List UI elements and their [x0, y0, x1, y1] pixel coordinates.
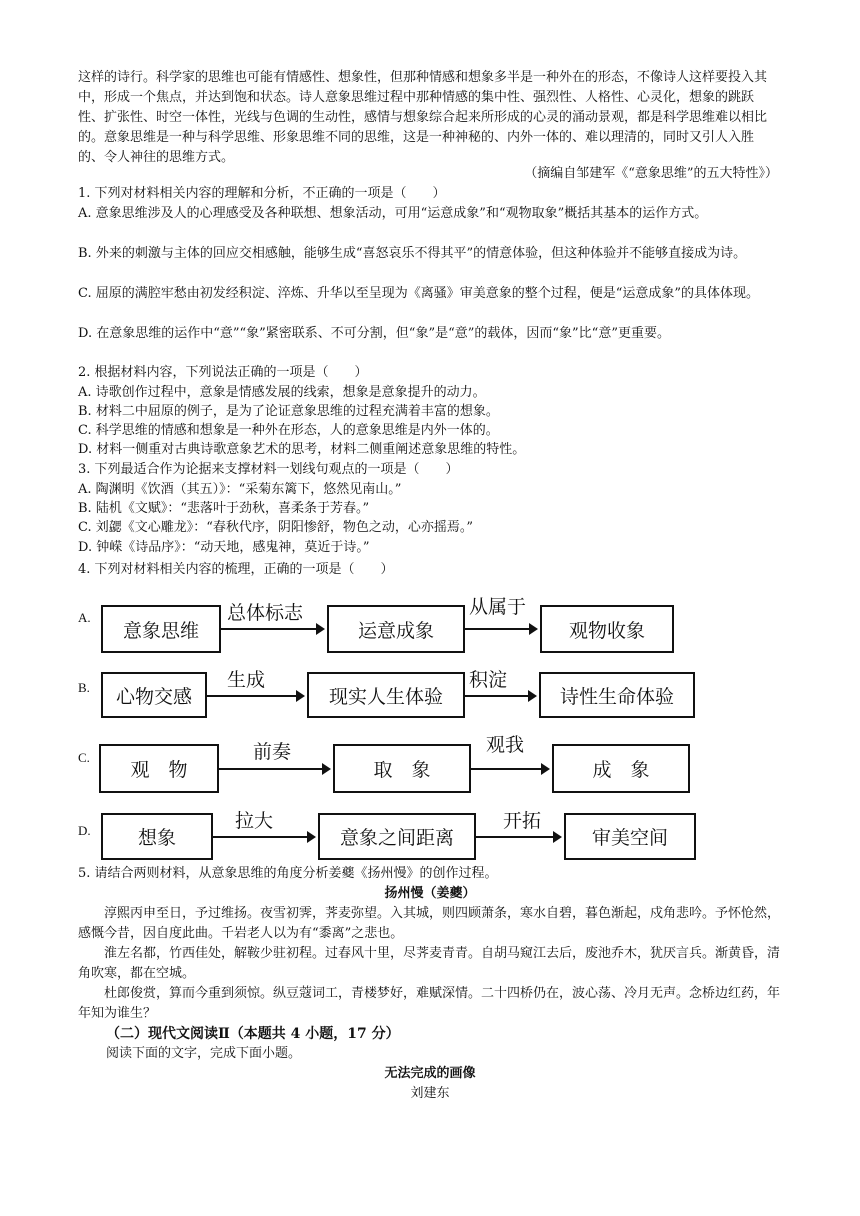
q4-c-box-1: 观 物 [99, 744, 219, 793]
q4-a-arrow-2 [465, 628, 536, 630]
q1-stem: 1. 下列对材料相关内容的理解和分析，不正确的一项是（ ） [78, 186, 446, 201]
q2-option-a: A. 诗歌创作过程中，意象是情感发展的线索，想象是意象提升的动力。 [78, 385, 486, 400]
q1-option-b: B. 外来的刺激与主体的回应交相感触，能够生成“喜怒哀乐不得其平”的情意体验，但这种体验并不能够直接成为诗。 [78, 246, 747, 261]
q2-option-b: B. 材料二中屈原的例子，是为了论证意象思维的过程充满着丰富的想象。 [78, 404, 499, 419]
q2-option-c: C. 科学思维的情感和想象是一种外在形态，人的意象思维是内外一体的。 [78, 423, 499, 438]
q4-a-arrow-label-1: 总体标志 [227, 602, 304, 624]
poem-paragraph-1: 淳熙丙申至日，予过维扬。夜雪初霁，荠麦弥望。入其城，则四顾萧条，寒水自碧，暮色渐起，戍角悲吟。予怀怆然，感慨今昔，因自度此曲。千岩老人以为有“黍离”之悲也。 [78, 906, 781, 941]
q4-c-arrow-label-2: 观我 [486, 734, 525, 756]
source-citation: （摘编自邹建军《“意象思维”的五大特性》） [524, 166, 778, 181]
q3-stem: 3. 下列最适合作为论据来支撑材料一划线句观点的一项是（ ） [78, 462, 459, 477]
q3-option-c: C. 刘勰《文心雕龙》：“春秋代序，阴阳惨舒，物色之动，心亦摇焉。” [78, 520, 474, 535]
section-heading: （二）现代文阅读Ⅱ（本题共 4 小题，17 分） [106, 1026, 400, 1042]
q2-stem: 2. 根据材料内容，下列说法正确的一项是（ ） [78, 365, 368, 380]
q4-a-arrow-label-2: 从属于 [469, 596, 527, 618]
q3-option-b: B. 陆机《文赋》：“悲落叶于劲秋，喜柔条于芳春。” [78, 501, 370, 516]
article-author: 刘建东 [410, 1086, 450, 1101]
q3-option-d: D. 钟嵘《诗品序》：“动天地，感鬼神，莫近于诗。” [78, 540, 370, 555]
q1-option-c: C. 屈原的满腔牢愁由初发经积淀、淬炼、升华以至呈现为《离骚》审美意象的整个过程，便是“运意成象”的具体体现。 [78, 286, 760, 301]
q4-a-box-3: 观物收象 [540, 605, 674, 653]
intro-paragraph: 这样的诗行。科学家的思维也可能有情感性、想象性，但那种情感和想象多半是一种外在的形态，不像诗人这样要投入其中，形成一个焦点，并达到饱和状态。诗人意象思维过程中那种情感的集中性、强烈性、人格性、心灵化，想象的跳跃性、扩张性、时空一体性，光线与色调的生动性，感情与想象综合起来所形成的心灵的涌动景观，都是科学思维难以相比的。意象思维是一种与科学思维、形象思维不同的思维，这是一种神秘的、内外一体的、难以理清的，同时又引人入胜的、令人神往的思维方式。 [78, 70, 768, 165]
poem-paragraph-3: 杜郎俊赏，算而今重到须惊。纵豆蔻词工，青楼梦好，难赋深情。二十四桥仍在，波心荡、冷月无声。念桥边红药，年年知为谁生？ [78, 986, 781, 1021]
q4-d-box-1: 想象 [101, 813, 213, 860]
q4-b-box-3: 诗性生命体验 [539, 672, 695, 718]
q4-a-box-1: 意象思维 [101, 605, 221, 653]
q4-a-arrow-1 [221, 628, 323, 630]
q4-c-arrow-1 [219, 768, 329, 770]
q4-b-box-1: 心物交感 [101, 672, 207, 718]
q2-option-d: D. 材料一侧重对古典诗歌意象艺术的思考，材料二侧重阐述意象思维的特性。 [78, 442, 526, 457]
q4-a-label: A. [78, 610, 91, 625]
q4-d-arrow-2 [476, 836, 560, 838]
q4-d-arrow-1 [213, 836, 314, 838]
q4-b-box-2: 现实人生体验 [307, 672, 465, 718]
q4-d-box-2: 意象之间距离 [318, 813, 476, 860]
q4-stem: 4. 下列对材料相关内容的梳理，正确的一项是（ ） [78, 562, 394, 577]
q4-c-arrow-2 [471, 768, 548, 770]
q4-b-arrow-1 [207, 695, 303, 697]
q4-b-label: B. [78, 680, 90, 695]
q4-a-box-2: 运意成象 [327, 605, 465, 653]
q1-option-a: A. 意象思维涉及人的心理感受及各种联想、想象活动，可用“运意成象”和“观物取象”概括其基本的运作方式。 [78, 206, 708, 221]
q3-option-a: A. 陶渊明《饮酒（其五）》：“采菊东篱下，悠然见南山。” [78, 482, 402, 497]
q4-d-box-3: 审美空间 [564, 813, 696, 860]
q4-c-label: C. [78, 750, 90, 765]
q4-d-arrow-label-2: 开拓 [503, 810, 542, 832]
q4-d-label: D. [78, 823, 91, 838]
q4-c-box-3: 成 象 [552, 744, 690, 793]
article-title: 无法完成的画像 [384, 1066, 476, 1081]
q1-option-d: D. 在意象思维的运作中“意”“象”紧密联系、不可分割，但“象”是“意”的载体，因而“象”比“意”更重要。 [78, 326, 670, 341]
poem-paragraph-2: 淮左名都，竹西佳处，解鞍少驻初程。过春风十里，尽荠麦青青。自胡马窥江去后，废池乔木，犹厌言兵。渐黄昏，清角吹寒，都在空城。 [78, 946, 781, 981]
q4-d-arrow-label-1: 拉大 [235, 810, 274, 832]
q4-c-box-2: 取 象 [333, 744, 471, 793]
q4-b-arrow-2 [465, 695, 535, 697]
poem-title: 扬州慢（姜夔） [384, 886, 476, 901]
q5-stem: 5. 请结合两则材料，从意象思维的角度分析姜夔《扬州慢》的创作过程。 [78, 866, 498, 881]
q4-b-arrow-label-2: 积淀 [469, 669, 508, 691]
section-instruction: 阅读下面的文字，完成下面小题。 [106, 1046, 302, 1061]
q4-b-arrow-label-1: 生成 [227, 669, 266, 691]
q4-c-arrow-label-1: 前奏 [253, 741, 292, 763]
